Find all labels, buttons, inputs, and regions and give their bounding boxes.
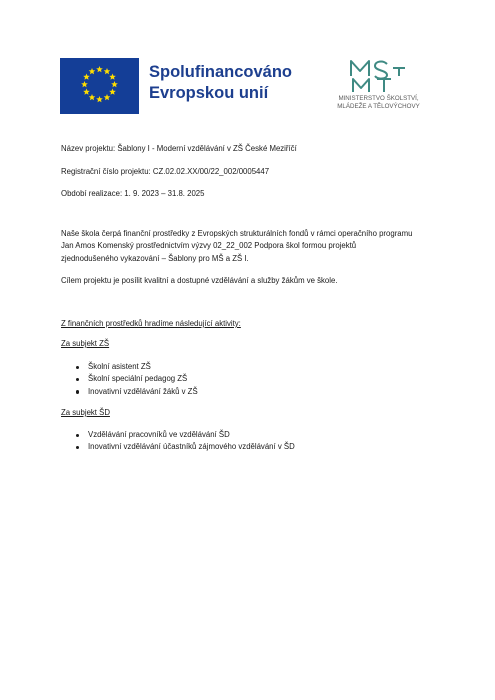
project-goal: Cílem projektu je posílit kvalitní a dostupné vzdělávání a služby žákům ve škole. — [61, 276, 338, 285]
subject-sd-heading: Za subjekt ŠD — [61, 408, 110, 417]
list-item: Inovativní vzdělávání žáků v ZŠ — [61, 386, 198, 398]
eu-stars-icon — [60, 58, 139, 114]
registration-number: Registrační číslo projektu: CZ.02.02.XX/00/22_002/0005447 — [61, 167, 270, 176]
list-item: Vzdělávání pracovníků ve vzdělávání ŠD — [61, 429, 295, 441]
sd-activity-list — [61, 429, 295, 454]
activities-heading: Z finančních prostředků hradíme následující aktivity: — [61, 319, 241, 328]
ministry-line-2: MLÁDEŽE A TĚLOVÝCHOVY — [337, 102, 420, 110]
msmt-logo — [322, 58, 435, 114]
eu-cofinanced-text — [149, 62, 292, 104]
list-item: Školní speciální pedagog ZŠ — [61, 373, 198, 385]
intro-line: Naše škola čerpá finanční prostředky z Evropských strukturálních fondů v rámci operačního programu — [61, 229, 413, 238]
subject-zs-heading: Za subjekt ZŠ — [61, 339, 110, 348]
logo-bar — [60, 58, 435, 118]
realization-period: Období realizace: 1. 9. 2023 – 31.8. 2025 — [61, 189, 205, 198]
eu-line-1: Spolufinancováno — [149, 63, 293, 81]
intro-line: Jan Amos Komenský prostřednictvím výzvy 02_22_002 Podpora škol formou projektů — [61, 241, 357, 251]
eu-flag-icon — [60, 58, 139, 114]
zs-activity-list — [61, 361, 198, 398]
ministry-caption — [322, 95, 435, 110]
project-name: Název projektu: Šablony I - Moderní vzdělávání v ZŠ České Meziříčí — [61, 144, 297, 153]
list-item: Školní asistent ZŠ — [61, 361, 198, 373]
list-item: Inovativní vzdělávání účastníků zájmového vzdělávání v ŠD — [61, 441, 295, 453]
intro-paragraph — [61, 228, 451, 265]
intro-line: zjednodušeného vykazování – Šablony pro MŠ a ZŠ I. — [61, 253, 249, 263]
ministry-line-1: MINISTERSTVO ŠKOLSTVÍ, — [338, 95, 419, 102]
eu-line-2: Evropskou unií — [149, 84, 269, 102]
msmt-monogram-icon — [347, 58, 409, 94]
